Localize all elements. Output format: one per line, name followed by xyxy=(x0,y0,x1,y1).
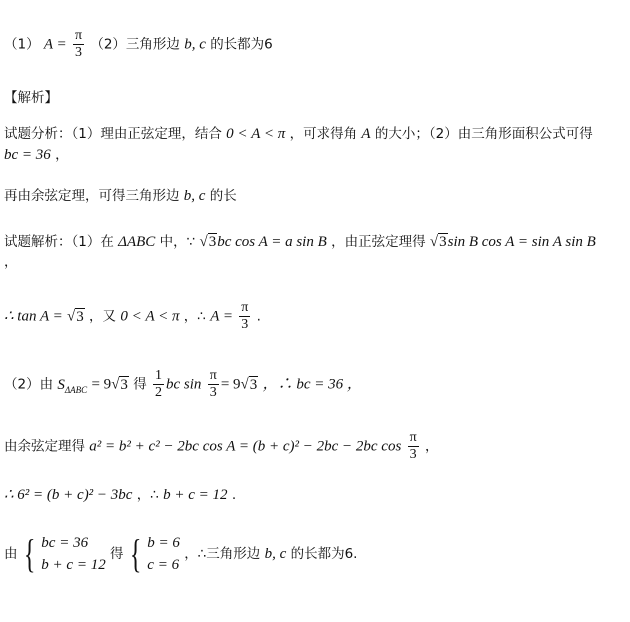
sqrt-3-b: √3 xyxy=(429,234,447,250)
fraction-numerator: 1 xyxy=(155,368,163,383)
solution-tan: ∴ tan A = xyxy=(4,308,63,325)
fraction-numerator: π xyxy=(209,368,217,383)
solution-eq-b: sin B cos A = sin A sin B xyxy=(447,234,596,250)
left-brace-icon: { xyxy=(129,531,142,576)
system-r1: b = 6 xyxy=(147,535,180,551)
analysis-comma: ， xyxy=(55,147,69,163)
system-results xyxy=(147,532,180,576)
solution-eq-a: bc cos A = a sin B xyxy=(217,234,327,250)
solution-period: . xyxy=(256,308,261,325)
area-S: $S_{\Delta ABC}$ xyxy=(57,376,88,395)
part2-de: 得 xyxy=(133,376,147,393)
analysis-mid: ，可求得角 xyxy=(289,126,358,142)
part2-bcsin: bc sin xyxy=(166,376,202,393)
system-equations xyxy=(41,532,105,576)
cosine-expr: a² = b² + c² − 2bc cos A = (b + c)² − 2bc − 2bc cos xyxy=(89,438,402,455)
system-eq1: bc = 36 xyxy=(41,535,89,551)
sqrt-3-d: √3 xyxy=(111,376,128,393)
answer-fraction xyxy=(73,28,84,61)
fraction-denominator: 3 xyxy=(409,447,417,462)
cosine-fraction xyxy=(408,430,419,463)
fraction-numerator: π xyxy=(241,300,249,315)
part2-eq9b: = 9 xyxy=(220,376,241,393)
solution-lead: 试题解析：（1）在 xyxy=(4,234,114,250)
solution-line1 xyxy=(4,232,596,252)
six-sum: b + c = 12 xyxy=(163,487,228,503)
solution-triangle: ΔABC xyxy=(118,234,156,250)
analysis-bc36: bc = 36 xyxy=(4,147,51,163)
fraction-numerator: π xyxy=(409,430,417,445)
system-de: 得 xyxy=(110,546,124,562)
fraction-denominator: 3 xyxy=(241,317,249,332)
analysis-line3b: 的长 xyxy=(209,188,237,204)
six-expr: ∴ 6² = (b + c)² − 3bc xyxy=(4,487,133,503)
answer-part1-label: （1） xyxy=(4,36,40,53)
fraction-denominator: 2 xyxy=(155,385,163,400)
solution-therefore: ，∴ xyxy=(183,308,206,325)
solution-you: ，又 xyxy=(89,308,117,325)
answer-bc-var: b, c xyxy=(184,36,206,53)
cosine-lead: 由余弦定理得 xyxy=(4,438,85,455)
six-period: . xyxy=(231,487,237,503)
half-fraction xyxy=(153,368,164,401)
analysis-lead: 试题分析：（1）理由正弦定理，结合 xyxy=(4,126,222,142)
analysis-line2 xyxy=(4,145,69,165)
system-conclusion: ，∴三角形边 xyxy=(184,546,261,562)
six-line xyxy=(4,485,236,505)
system-you: 由 xyxy=(4,546,18,562)
solution-range: 0 < A < π xyxy=(120,308,180,325)
fraction-denominator: 3 xyxy=(209,385,217,400)
system-line xyxy=(4,530,357,578)
solution-fraction xyxy=(239,300,250,333)
analysis-angle-A: A xyxy=(361,126,371,142)
part2-line xyxy=(4,368,362,401)
solution-line1-comma: ， xyxy=(4,254,18,270)
answer-line xyxy=(4,28,273,61)
part2-result: ，∴ bc = 36 ， xyxy=(262,376,362,393)
analysis-bc-var: b, c xyxy=(183,188,206,204)
solution-line2 xyxy=(4,300,261,333)
left-brace-icon: { xyxy=(23,531,36,576)
analysis-line1 xyxy=(4,124,593,144)
answer-tail: 的长都为6 xyxy=(210,36,273,53)
solution-A-eq: A = xyxy=(210,308,233,325)
answer-part2-label: （2）三角形边 xyxy=(90,36,180,53)
pi-over-3-fraction xyxy=(208,368,219,401)
analysis-line3a: 再由余弦定理，可得三角形边 xyxy=(4,188,180,204)
part2-eq9: = 9 xyxy=(91,376,112,393)
sqrt-3-e: √3 xyxy=(240,376,258,393)
analysis-line3 xyxy=(4,186,237,206)
analysis-range: 0 < A < π xyxy=(226,126,286,142)
six-mid: ，∴ xyxy=(136,487,159,503)
cosine-tail: ， xyxy=(424,438,439,455)
system-r2: c = 6 xyxy=(147,557,180,573)
answer-eq-lhs: A = xyxy=(43,36,67,53)
system-tail: 的长都为6. xyxy=(290,546,358,562)
sqrt-3-c: √3 xyxy=(67,308,84,325)
section-title: 【解析】 xyxy=(4,90,58,106)
fraction-denominator: 3 xyxy=(74,45,82,60)
analysis-mid2: 的大小；（2）由三角形面积公式可得 xyxy=(374,126,593,142)
cosine-line xyxy=(4,430,438,463)
fraction-numerator: π xyxy=(74,28,83,43)
system-eq2: b + c = 12 xyxy=(41,557,106,573)
solution-zhong: 中，∵ xyxy=(159,234,196,250)
sqrt-3-a: √3 xyxy=(199,234,217,250)
part2-lead: （2）由 xyxy=(4,376,54,393)
system-bc: b, c xyxy=(264,546,287,562)
solution-by-sine: ，由正弦定理得 xyxy=(331,234,426,250)
